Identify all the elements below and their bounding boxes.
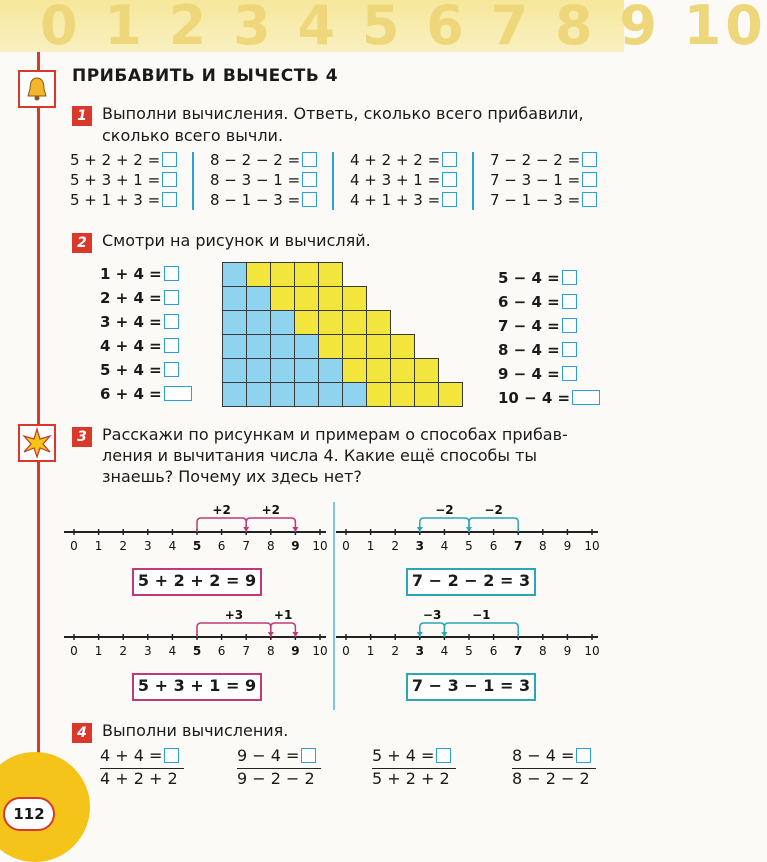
tick-label: 2 — [391, 539, 400, 553]
tick-label: 5 — [192, 644, 202, 658]
tick-label: 4 — [168, 539, 177, 553]
grid-cell — [343, 359, 367, 383]
answer-box[interactable] — [164, 290, 179, 305]
task-2-number: 2 — [72, 233, 92, 253]
equation: 9 − 4 = — [498, 362, 600, 386]
grid-cell — [319, 359, 343, 383]
grid-cell — [319, 383, 343, 407]
bell-icon — [18, 70, 56, 108]
page-title: ПРИБАВИТЬ И ВЫЧЕСТЬ 4 — [72, 66, 339, 86]
grid-cell — [223, 311, 247, 335]
tick-label: 9 — [291, 539, 300, 553]
task-1-text-line2: сколько всего вычли. — [102, 126, 284, 145]
tick-label: 0 — [70, 539, 78, 553]
tick-label: 0 — [342, 644, 350, 658]
tick-label: 6 — [489, 644, 498, 658]
answer-example-1: 5 + 2 + 2 = 9 — [132, 568, 262, 596]
grid-cell — [247, 311, 271, 335]
tick-label: 4 — [168, 644, 177, 658]
number-line-panel-4 — [336, 605, 608, 661]
answer-box[interactable] — [562, 342, 577, 357]
header-digits: 0 1 2 3 4 5 6 7 8 9 10 — [40, 0, 767, 57]
equation: 5 + 1 + 3 = — [70, 190, 177, 210]
answer-box[interactable] — [436, 748, 451, 763]
task-4-item-1: 4 + 4 = 4 + 2 + 2 — [100, 746, 200, 789]
tick-label: 4 — [440, 644, 449, 658]
grid-cell — [223, 263, 247, 287]
task-3-line1: Расскажи по рисункам и примерам о способах прибав- — [102, 425, 568, 444]
tick-label: 2 — [119, 539, 128, 553]
task-2-right-equations — [498, 266, 600, 410]
tick-label: 1 — [366, 644, 375, 658]
tick-label: 1 — [366, 539, 375, 553]
task-3-line3: знаешь? Почему их здесь нет? — [102, 467, 362, 486]
answer-box[interactable] — [582, 192, 597, 207]
answer-box[interactable] — [562, 318, 577, 333]
equation: 5 + 2 + 2 = — [70, 150, 177, 170]
answer-box[interactable] — [164, 314, 179, 329]
equation: 8 − 2 − 2 = — [210, 150, 317, 170]
grid-cell — [367, 335, 391, 359]
answer-box[interactable] — [562, 366, 577, 381]
equation: 5 + 4 = — [100, 358, 192, 382]
equation: 3 + 4 = — [100, 310, 192, 334]
jump-label: +2 — [212, 503, 231, 517]
tick-label: 3 — [143, 644, 152, 658]
answer-box[interactable] — [164, 362, 179, 377]
answer-box[interactable] — [162, 172, 177, 187]
task-3-line2: ления и вычитания числа 4. Какие ещё способы ты — [102, 446, 538, 465]
answer-box[interactable] — [302, 152, 317, 167]
grid-cell — [367, 383, 391, 407]
answer-box[interactable] — [164, 266, 179, 281]
equation: 7 − 2 − 2 = — [490, 150, 597, 170]
task-4-item-2: 9 − 4 = 9 − 2 − 2 — [237, 746, 337, 789]
jump-arc — [271, 623, 296, 637]
jump-label: −2 — [484, 503, 503, 517]
tick-label: 8 — [266, 539, 275, 553]
jump-label: +3 — [224, 608, 244, 622]
tick-label: 6 — [217, 539, 226, 553]
answer-example-4: 7 − 3 − 1 = 3 — [406, 673, 536, 701]
task-1-text-line1: Выполни вычисления. Ответь, сколько всего прибавили, — [102, 104, 584, 123]
equation: 6 + 4 = — [100, 382, 192, 406]
equation: 4 + 2 + 2 = — [350, 150, 457, 170]
tick-label: 3 — [143, 539, 152, 553]
equation: 2 + 4 = — [100, 286, 192, 310]
equation: 1 + 4 = — [100, 262, 192, 286]
equation: 6 − 4 = — [498, 290, 600, 314]
tick-label: 9 — [563, 644, 572, 658]
equation: 4 + 4 = — [100, 334, 192, 358]
equation: 8 − 1 − 3 = — [210, 190, 317, 210]
tick-label: 5 — [465, 539, 473, 553]
tick-label: 5 — [192, 539, 202, 553]
grid-cell — [295, 335, 319, 359]
answer-box[interactable] — [164, 338, 179, 353]
grid-cell — [295, 359, 319, 383]
tick-label: 3 — [415, 539, 424, 553]
cell-grid-picture — [222, 262, 464, 407]
grid-cell — [247, 335, 271, 359]
star-icon — [18, 424, 56, 462]
tick-label: 9 — [291, 644, 300, 658]
grid-cell — [343, 383, 367, 407]
tick-label: 1 — [94, 644, 103, 658]
tick-label: 10 — [312, 539, 328, 553]
grid-cell — [223, 383, 247, 407]
answer-box[interactable] — [442, 152, 457, 167]
grid-cell — [319, 263, 343, 287]
column-separator — [192, 152, 194, 210]
tick-label: 8 — [538, 539, 547, 553]
task-1-col-2 — [210, 150, 317, 210]
equation: 8 − 4 = — [498, 338, 600, 362]
grid-cell — [271, 383, 295, 407]
grid-cell — [271, 359, 295, 383]
equation: 7 − 4 = — [498, 314, 600, 338]
grid-cell — [247, 383, 271, 407]
jump-label: −2 — [435, 503, 454, 517]
answer-example-2: 7 − 2 − 2 = 3 — [406, 568, 536, 596]
equation: 7 − 1 − 3 = — [490, 190, 597, 210]
equation: 5 − 4 = — [498, 266, 600, 290]
grid-cell — [223, 335, 247, 359]
grid-cell — [271, 311, 295, 335]
tick-label: 8 — [538, 644, 547, 658]
jump-label: −3 — [422, 608, 442, 622]
equation: 8 − 3 − 1 = — [210, 170, 317, 190]
grid-cell — [391, 383, 415, 407]
task-4-item-3: 5 + 4 = 5 + 2 + 2 — [372, 746, 472, 789]
grid-cell — [415, 383, 439, 407]
number-line-panel-3 — [64, 605, 336, 661]
tick-label: 8 — [266, 644, 275, 658]
equation: 4 + 1 + 3 = — [350, 190, 457, 210]
grid-cell — [247, 359, 271, 383]
grid-cell — [271, 335, 295, 359]
answer-box[interactable] — [302, 192, 317, 207]
answer-box[interactable] — [442, 192, 457, 207]
equation: 7 − 3 − 1 = — [490, 170, 597, 190]
answer-box[interactable] — [572, 390, 600, 405]
grid-cell — [223, 287, 247, 311]
answer-box[interactable] — [582, 172, 597, 187]
tick-label: 3 — [415, 644, 424, 658]
grid-cell — [343, 335, 367, 359]
jump-arc — [420, 623, 445, 637]
jump-label: −1 — [472, 608, 491, 622]
tick-label: 4 — [440, 539, 449, 553]
grid-cell — [223, 359, 247, 383]
tick-label: 7 — [242, 644, 251, 658]
answer-example-3: 5 + 3 + 1 = 9 — [132, 673, 262, 701]
jump-label: +2 — [261, 503, 281, 517]
tick-label: 5 — [465, 644, 473, 658]
grid-cell — [271, 287, 295, 311]
tick-label: 9 — [563, 539, 572, 553]
tick-label: 2 — [119, 644, 128, 658]
answer-box[interactable] — [302, 172, 317, 187]
equation: 5 + 3 + 1 = — [70, 170, 177, 190]
tick-label: 0 — [342, 539, 350, 553]
column-separator — [332, 152, 334, 210]
answer-box[interactable] — [162, 152, 177, 167]
tick-label: 7 — [242, 539, 251, 553]
task-2-left-equations — [100, 262, 192, 406]
tick-label: 6 — [217, 644, 226, 658]
grid-cell — [343, 311, 367, 335]
answer-box[interactable] — [562, 270, 577, 285]
grid-cell — [391, 335, 415, 359]
answer-box[interactable] — [582, 152, 597, 167]
answer-box[interactable] — [576, 748, 591, 763]
tick-label: 7 — [514, 644, 523, 658]
jump-label: +1 — [273, 608, 293, 622]
task-4-text: Выполни вычисления. — [102, 721, 289, 740]
answer-box[interactable] — [442, 172, 457, 187]
answer-box[interactable] — [162, 192, 177, 207]
grid-cell — [295, 383, 319, 407]
answer-box[interactable] — [562, 294, 577, 309]
grid-cell — [319, 287, 343, 311]
task-1-col-4 — [490, 150, 597, 210]
page-number: 112 — [3, 797, 55, 831]
grid-cell — [343, 287, 367, 311]
task-1-col-1 — [70, 150, 177, 210]
grid-cell — [247, 263, 271, 287]
tick-label: 7 — [514, 539, 523, 553]
tick-label: 6 — [489, 539, 498, 553]
tick-label: 10 — [584, 644, 600, 658]
tick-label: 10 — [584, 539, 600, 553]
task-2-text: Смотри на рисунок и вычисляй. — [102, 231, 371, 250]
header-band — [0, 0, 767, 57]
grid-cell — [367, 359, 391, 383]
task-3-number: 3 — [72, 427, 92, 447]
answer-box[interactable] — [164, 386, 192, 401]
equation: 4 + 3 + 1 = — [350, 170, 457, 190]
tick-label: 2 — [391, 644, 400, 658]
grid-cell — [415, 359, 439, 383]
tick-label: 0 — [70, 644, 78, 658]
grid-cell — [439, 383, 463, 407]
number-line-panel-2 — [336, 500, 608, 556]
jump-arc — [197, 623, 271, 637]
number-line-panel-1 — [64, 500, 336, 556]
jump-arc — [444, 623, 518, 637]
grid-cell — [319, 335, 343, 359]
answer-box[interactable] — [164, 748, 179, 763]
task-1-col-3 — [350, 150, 457, 210]
equation: 10 − 4 = — [498, 386, 600, 410]
tick-label: 10 — [312, 644, 328, 658]
grid-cell — [367, 311, 391, 335]
grid-cell — [391, 359, 415, 383]
grid-cell — [295, 311, 319, 335]
grid-cell — [319, 311, 343, 335]
grid-cell — [295, 263, 319, 287]
grid-cell — [271, 263, 295, 287]
grid-cell — [247, 287, 271, 311]
column-separator — [472, 152, 474, 210]
grid-cell — [295, 287, 319, 311]
task-4-item-4: 8 − 4 = 8 − 2 − 2 — [512, 746, 612, 789]
answer-box[interactable] — [301, 748, 316, 763]
tick-label: 1 — [94, 539, 103, 553]
task-1-number: 1 — [72, 106, 92, 126]
task-4-number: 4 — [72, 723, 92, 743]
